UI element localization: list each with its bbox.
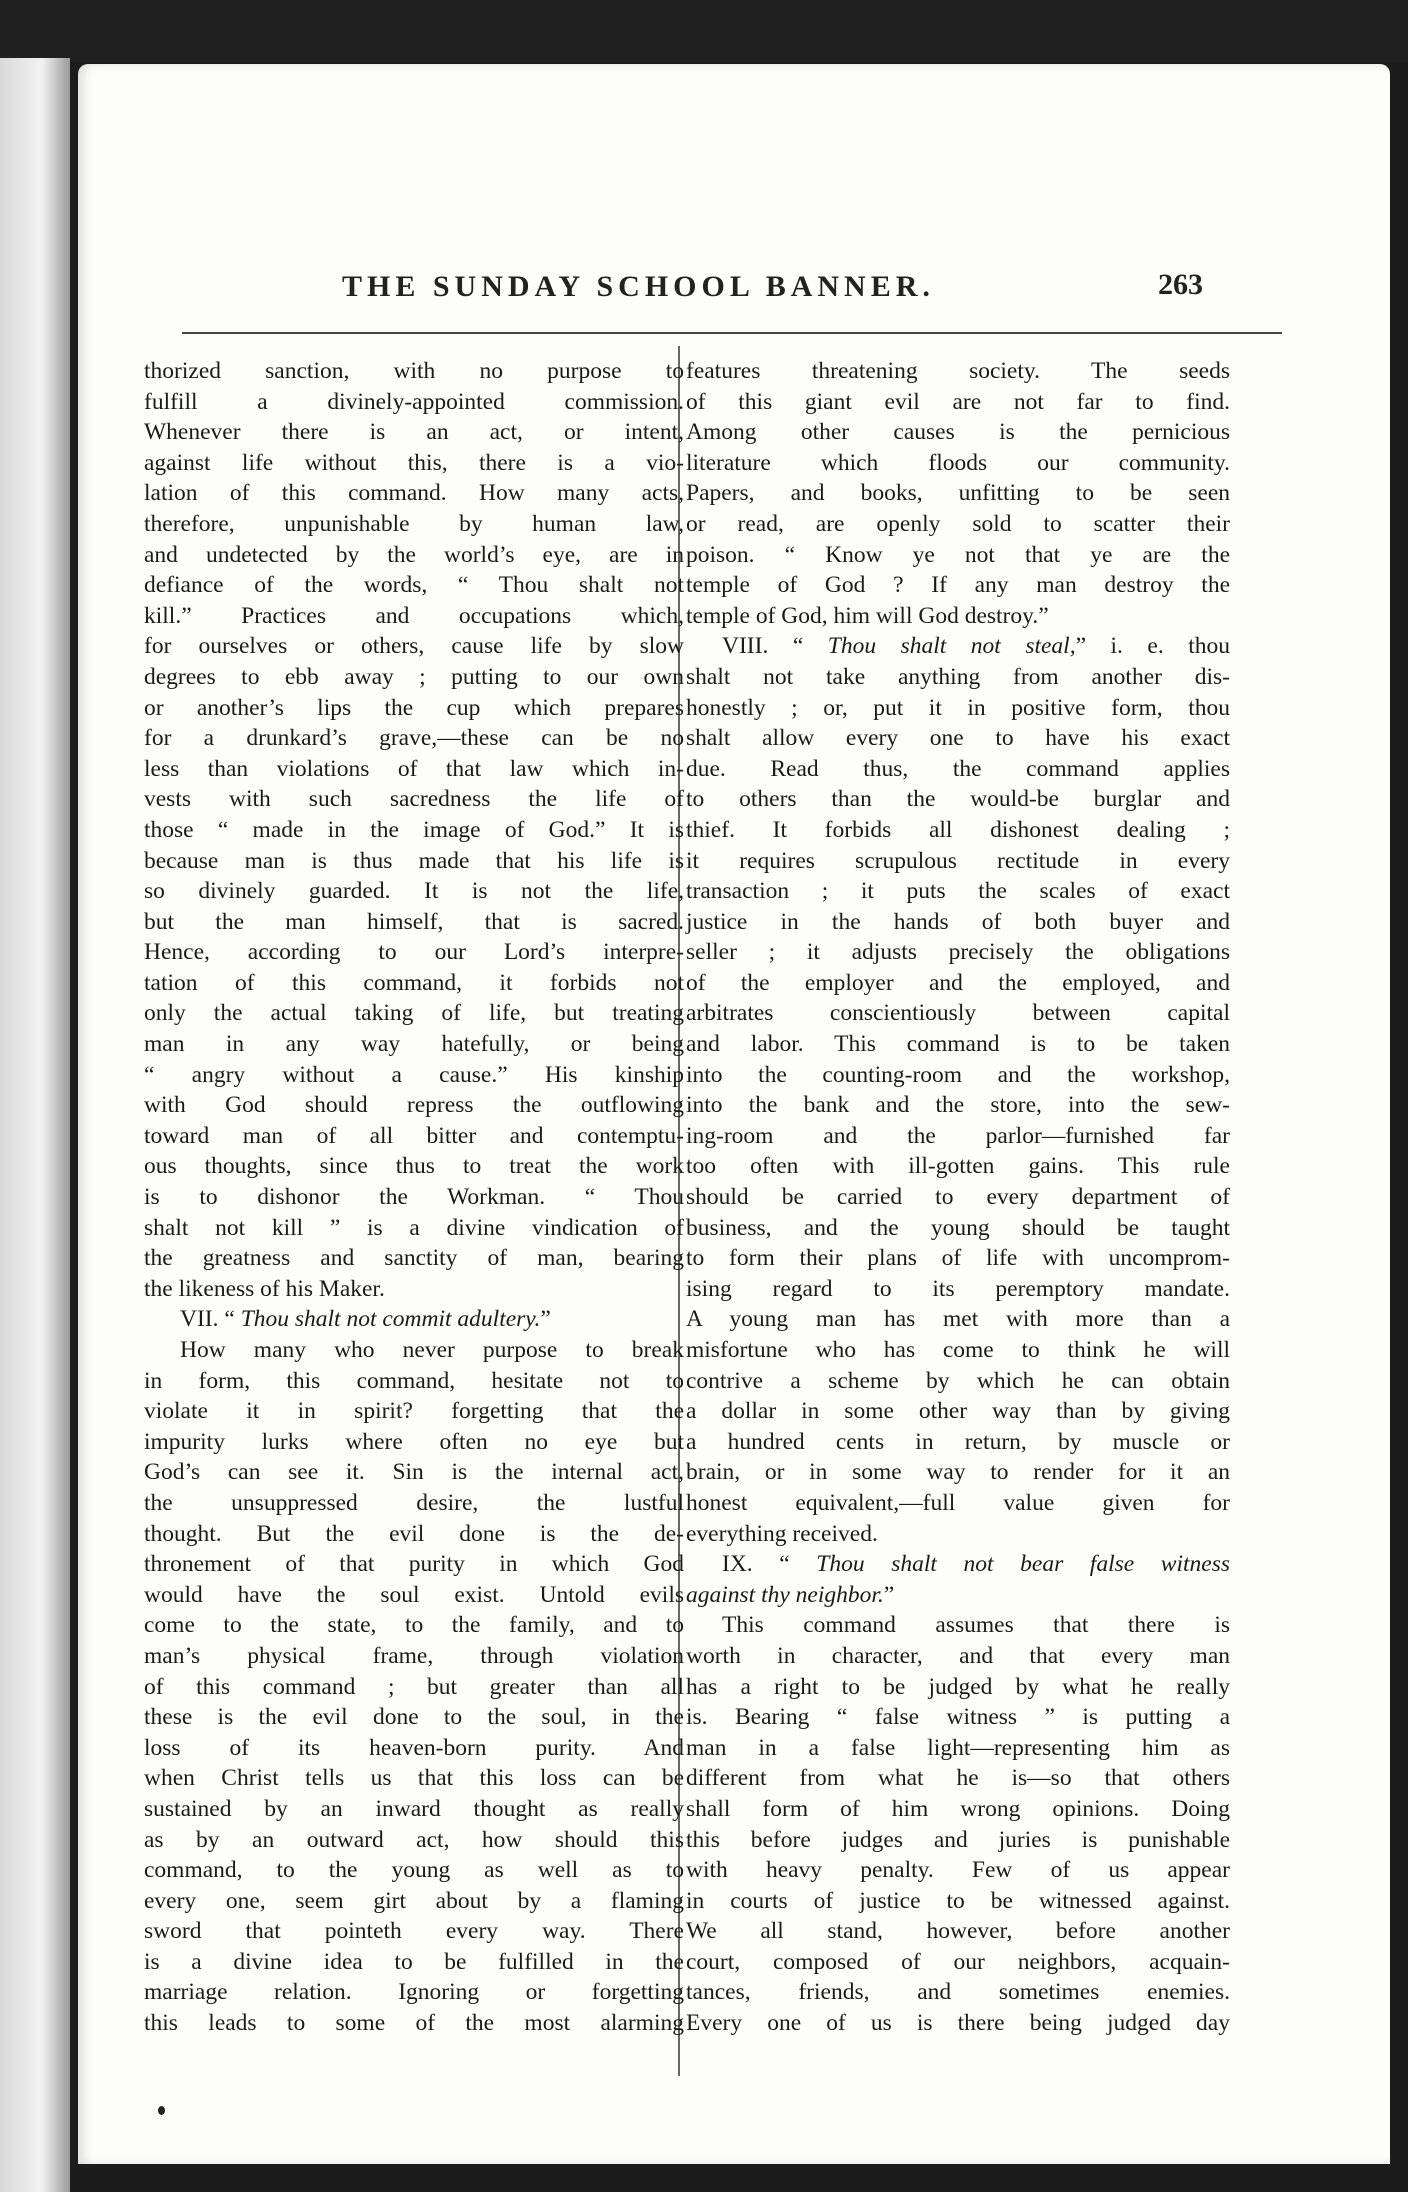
line-text: features threatening society. The seeds	[686, 358, 1230, 384]
line-text: would have the soul exist. Untold evils	[144, 1581, 684, 1608]
book-page	[78, 64, 1390, 2164]
right-column-line	[686, 570, 1230, 601]
left-column-line	[144, 1977, 684, 2008]
right-column-line	[686, 723, 1230, 754]
left-column-line	[144, 356, 684, 387]
right-column-line	[686, 1121, 1230, 1152]
line-text: but the man himself, that is sacred.	[144, 908, 684, 935]
left-column-line	[144, 1580, 684, 1611]
line-text: tation of this command, it forbids not	[144, 969, 684, 996]
line-text: of this command ; but greater than all	[144, 1673, 684, 1700]
line-text: into the bank and the store, into the sew-	[686, 1092, 1230, 1119]
line-text: “ angry without a cause.” His kinship	[144, 1061, 684, 1088]
left-column-line	[144, 1733, 684, 1764]
left-column-line	[144, 968, 684, 999]
line-text: vests with such sacredness the life of	[144, 786, 684, 813]
line-text: or another’s lips the cup which prepares	[144, 694, 684, 721]
left-column-line	[144, 478, 684, 509]
line-text: VIII. “	[722, 633, 828, 660]
right-column-line	[686, 1702, 1230, 1733]
right-column-line	[686, 1977, 1230, 2008]
right-column-line	[686, 662, 1230, 693]
left-column-line	[144, 1396, 684, 1427]
right-column-line	[686, 998, 1230, 1029]
right-column-line	[686, 509, 1230, 540]
line-text: into the counting-room and the workshop,	[686, 1061, 1230, 1088]
line-text: violate it in spirit? forgetting that the	[144, 1398, 684, 1425]
line-text: thronement of that purity in which God	[144, 1551, 684, 1578]
right-column-line	[686, 1366, 1230, 1397]
right-column-line	[686, 1274, 1230, 1305]
commandment-italic: against thy neighbor.	[686, 1581, 884, 1608]
right-column-line	[686, 1794, 1230, 1825]
left-column-line	[144, 631, 684, 662]
line-text: thought. But the evil done is the de-	[144, 1520, 684, 1547]
line-text: justice in the hands of both buyer and	[686, 908, 1230, 935]
line-text: to form their plans of life with uncomprom-	[686, 1245, 1230, 1272]
line-text: worth in character, and that every man	[686, 1642, 1230, 1669]
line-text: contrive a scheme by which he can obtain	[686, 1367, 1230, 1394]
line-text: sustained by an inward thought as really	[144, 1795, 684, 1822]
right-column-line	[686, 1213, 1230, 1244]
left-column-line	[144, 1335, 684, 1366]
left-column-line	[144, 723, 684, 754]
line-text: so divinely guarded. It is not the life,	[144, 878, 684, 905]
line-text: command, to the young as well as to	[144, 1857, 684, 1884]
left-column-line	[144, 662, 684, 693]
left-column-line	[144, 1060, 684, 1091]
line-text: the greatness and sanctity of man, bearing	[144, 1245, 684, 1272]
line-text: How many who never purpose to break	[180, 1337, 684, 1363]
left-column-line	[144, 1763, 684, 1794]
line-text: in courts of justice to be witnessed against.	[686, 1887, 1230, 1914]
right-column-line	[686, 1610, 1230, 1641]
left-column-line	[144, 1916, 684, 1947]
line-text: is. Bearing “ false witness ” is putting a	[686, 1704, 1230, 1731]
right-column-line	[686, 1549, 1230, 1580]
line-text: should be carried to every department of	[686, 1184, 1230, 1211]
line-text: arbitrates conscientiously between capital	[686, 1000, 1230, 1027]
line-text: honestly ; or, put it in positive form, thou	[686, 694, 1230, 721]
left-column	[144, 356, 684, 2039]
line-text: of this giant evil are not far to find.	[686, 388, 1230, 415]
left-column-line	[144, 937, 684, 968]
left-column-line	[144, 907, 684, 938]
left-column-line	[144, 1886, 684, 1917]
line-text: honest equivalent,—full value given for	[686, 1489, 1230, 1516]
line-text: too often with ill-gotten gains. This rule	[686, 1153, 1230, 1180]
line-text: seller ; it adjusts precisely the obligations	[686, 939, 1230, 966]
line-text: and labor. This command is to be taken	[686, 1031, 1230, 1058]
left-column-line	[144, 1121, 684, 1152]
left-column-line	[144, 1274, 684, 1305]
line-text: Papers, and books, unfitting to be seen	[686, 480, 1230, 507]
line-text: against life without this, there is a vio-	[144, 449, 684, 476]
line-text: a dollar in some other way than by giving	[686, 1398, 1230, 1425]
right-column-line	[686, 1182, 1230, 1213]
line-text: this before judges and juries is punishable	[686, 1826, 1230, 1853]
line-text: for a drunkard’s grave,—these can be no	[144, 725, 684, 752]
left-column-line	[144, 448, 684, 479]
line-text: with God should repress the outflowing	[144, 1092, 684, 1119]
right-column-line	[686, 1488, 1230, 1519]
running-title: THE SUNDAY SCHOOL BANNER.	[342, 270, 935, 303]
line-text: with heavy penalty. Few of us appear	[686, 1857, 1230, 1884]
right-column-line	[686, 1427, 1230, 1458]
line-text: is a divine idea to be fulfilled in the	[144, 1948, 684, 1975]
line-text: man’s physical frame, through violation	[144, 1642, 684, 1669]
line-text: brain, or in some way to render for it an	[686, 1459, 1230, 1486]
right-column-line	[686, 754, 1230, 785]
line-text: shall form of him wrong opinions. Doing	[686, 1795, 1230, 1822]
left-column-line	[144, 1947, 684, 1978]
right-column-line	[686, 1335, 1230, 1366]
line-text: tances, friends, and sometimes enemies.	[686, 1979, 1230, 2006]
line-text: toward man of all bitter and contemptu-	[144, 1122, 684, 1149]
left-column-line	[144, 1488, 684, 1519]
line-text: man in a false light—representing him as	[686, 1734, 1230, 1761]
line-text: poison. “ Know ye not that ye are the	[686, 541, 1230, 568]
left-column-line	[144, 846, 684, 877]
line-text: ous thoughts, since thus to treat the work	[144, 1153, 684, 1180]
line-text: degrees to ebb away ; putting to our own	[144, 663, 684, 690]
line-text: temple of God ? If any man destroy the	[686, 572, 1230, 599]
right-column-line	[686, 1916, 1230, 1947]
right-column-line	[686, 1825, 1230, 1856]
line-text: God’s can see it. Sin is the internal act,	[144, 1459, 684, 1486]
left-column-line	[144, 1702, 684, 1733]
right-column-line	[686, 1519, 1230, 1550]
line-text: is to dishonor the Workman. “ Thou	[144, 1184, 684, 1211]
facing-page-edge	[0, 58, 70, 2192]
left-column-line	[144, 1151, 684, 1182]
right-column-line	[686, 1672, 1230, 1703]
right-column-line	[686, 356, 1230, 387]
left-column-line	[144, 693, 684, 724]
line-text: the likeness of his Maker.	[144, 1275, 385, 1302]
line-text: ising regard to its peremptory mandate.	[686, 1275, 1230, 1302]
right-column-line	[686, 387, 1230, 418]
line-text: literature which floods our community.	[686, 449, 1230, 476]
line-text: shalt not take anything from another dis-	[686, 663, 1230, 690]
line-text: A young man has met with more than a	[686, 1306, 1230, 1333]
left-column-line	[144, 1304, 684, 1335]
line-text: shalt not kill ” is a divine vindication of	[144, 1214, 684, 1241]
line-text-after: ”	[540, 1306, 551, 1333]
ink-speck	[158, 2106, 165, 2115]
line-text: man in any way hatefully, or being	[144, 1031, 684, 1058]
header-rule	[182, 332, 1282, 334]
left-column-line	[144, 1457, 684, 1488]
line-text: VII. “	[180, 1306, 241, 1333]
line-text: less than violations of that law which in-	[144, 755, 684, 782]
left-column-line	[144, 1090, 684, 1121]
right-column-line	[686, 1243, 1230, 1274]
line-text: every one, seem girt about by a flaming	[144, 1887, 684, 1914]
right-column-line	[686, 693, 1230, 724]
commandment-italic: Thou shalt not bear false witness	[816, 1551, 1230, 1578]
right-column-line	[686, 1457, 1230, 1488]
line-text: has a right to be judged by what he really	[686, 1673, 1230, 1700]
line-text: when Christ tells us that this loss can be	[144, 1765, 684, 1792]
line-text: of the employer and the employed, and	[686, 969, 1230, 996]
left-column-line	[144, 1182, 684, 1213]
left-column-line	[144, 998, 684, 1029]
right-column-line	[686, 601, 1230, 632]
line-text-after: ” i. e. thou	[1075, 633, 1230, 660]
right-column-line	[686, 540, 1230, 571]
line-text: transaction ; it puts the scales of exact	[686, 878, 1230, 905]
line-text: marriage relation. Ignoring or forgetting	[144, 1979, 684, 2006]
right-column-line	[686, 1304, 1230, 1335]
left-column-line	[144, 876, 684, 907]
line-text: come to the state, to the family, and to	[144, 1612, 684, 1639]
line-text: Whenever there is an act, or intent,	[144, 419, 684, 446]
commandment-italic: Thou shalt not commit adultery.	[240, 1306, 541, 1333]
right-column-line	[686, 1090, 1230, 1121]
left-column-line	[144, 1794, 684, 1825]
right-column-line	[686, 907, 1230, 938]
line-text: Among other causes is the pernicious	[686, 419, 1230, 446]
right-column-line	[686, 417, 1230, 448]
right-column-line	[686, 784, 1230, 815]
right-column-line	[686, 1855, 1230, 1886]
right-column-line	[686, 876, 1230, 907]
left-column-line	[144, 1427, 684, 1458]
left-column-line	[144, 754, 684, 785]
line-text: IX. “	[722, 1551, 817, 1578]
left-column-line	[144, 1243, 684, 1274]
line-text: ing-room and the parlor—furnished far	[686, 1122, 1230, 1149]
left-column-line	[144, 1672, 684, 1703]
line-text: to others than the would-be burglar and	[686, 786, 1230, 813]
left-column-line	[144, 1213, 684, 1244]
left-column-line	[144, 1519, 684, 1550]
left-column-line	[144, 387, 684, 418]
right-column-line	[686, 1641, 1230, 1672]
line-text: temple of God, him will God destroy.”	[686, 602, 1049, 629]
line-text: or read, are openly sold to scatter their	[686, 510, 1230, 537]
left-column-line	[144, 1855, 684, 1886]
right-column-line	[686, 1396, 1230, 1427]
line-text: different from what he is—so that others	[686, 1765, 1230, 1792]
right-column-line	[686, 1763, 1230, 1794]
right-column-line	[686, 815, 1230, 846]
left-column-line	[144, 417, 684, 448]
line-text: due. Read thus, the command applies	[686, 755, 1230, 782]
left-column-line	[144, 570, 684, 601]
line-text: as by an outward act, how should this	[144, 1826, 684, 1853]
line-text: this leads to some of the most alarming	[144, 2010, 684, 2037]
line-text-after: ”	[883, 1581, 895, 1608]
right-column-line	[686, 478, 1230, 509]
line-text: everything received.	[686, 1520, 878, 1547]
line-text: for ourselves or others, cause life by slow	[144, 633, 684, 660]
line-text: defiance of the words, “ Thou shalt not	[144, 572, 684, 599]
line-text: court, composed of our neighbors, acquain-	[686, 1948, 1230, 1975]
commandment-italic: Thou shalt not steal,	[827, 633, 1076, 660]
right-column-line	[686, 448, 1230, 479]
left-column-line	[144, 1641, 684, 1672]
line-text: loss of its heaven-born purity. And	[144, 1734, 684, 1761]
right-column-line	[686, 1151, 1230, 1182]
line-text: the unsuppressed desire, the lustful	[144, 1489, 684, 1516]
line-text: business, and the young should be taught	[686, 1214, 1230, 1241]
line-text: those “ made in the image of God.” It is	[144, 816, 684, 843]
left-column-line	[144, 1029, 684, 1060]
line-text: because man is thus made that his life is	[144, 847, 684, 874]
left-column-line	[144, 1549, 684, 1580]
left-column-line	[144, 2008, 684, 2039]
right-column-line	[686, 1580, 1230, 1611]
line-text: sword that pointeth every way. There	[144, 1918, 684, 1945]
left-column-line	[144, 815, 684, 846]
left-column-line	[144, 1825, 684, 1856]
line-text: in form, this command, hesitate not to	[144, 1367, 684, 1394]
line-text: kill.” Practices and occupations which,	[144, 602, 684, 629]
right-column-line	[686, 1060, 1230, 1091]
right-column-line	[686, 1947, 1230, 1978]
left-column-line	[144, 601, 684, 632]
line-text: This command assumes that there is	[722, 1612, 1230, 1639]
right-column-line	[686, 937, 1230, 968]
page-number: 263	[1158, 268, 1203, 301]
right-column-line	[686, 631, 1230, 662]
line-text: Hence, according to our Lord’s interpre-	[144, 939, 684, 966]
right-column-line	[686, 968, 1230, 999]
line-text: misfortune who has come to think he will	[686, 1337, 1230, 1363]
line-text: thief. It forbids all dishonest dealing ;	[686, 816, 1230, 843]
left-column-line	[144, 784, 684, 815]
right-column-line	[686, 846, 1230, 877]
line-text: therefore, unpunishable by human law,	[144, 510, 684, 537]
line-text: only the actual taking of life, but treating	[144, 1000, 684, 1027]
left-column-line	[144, 540, 684, 571]
right-column-line	[686, 1733, 1230, 1764]
line-text: lation of this command. How many acts,	[144, 480, 684, 507]
line-text: and undetected by the world’s eye, are in	[144, 541, 684, 568]
line-text: fulfill a divinely-appointed commission.	[144, 388, 684, 415]
right-column-line	[686, 1886, 1230, 1917]
line-text: impurity lurks where often no eye but	[144, 1428, 684, 1455]
right-column	[686, 356, 1230, 2039]
scan-border-top	[0, 0, 1408, 62]
line-text: shalt allow every one to have his exact	[686, 725, 1230, 752]
line-text: Every one of us is there being judged day	[686, 2010, 1230, 2037]
left-column-line	[144, 1366, 684, 1397]
left-column-line	[144, 509, 684, 540]
right-column-line	[686, 2008, 1230, 2039]
line-text: thorized sanction, with no purpose to	[144, 358, 684, 384]
left-column-line	[144, 1610, 684, 1641]
line-text: it requires scrupulous rectitude in every	[686, 847, 1230, 874]
line-text: these is the evil done to the soul, in the	[144, 1704, 684, 1731]
right-column-line	[686, 1029, 1230, 1060]
line-text: a hundred cents in return, by muscle or	[686, 1428, 1230, 1455]
line-text: We all stand, however, before another	[686, 1918, 1230, 1945]
